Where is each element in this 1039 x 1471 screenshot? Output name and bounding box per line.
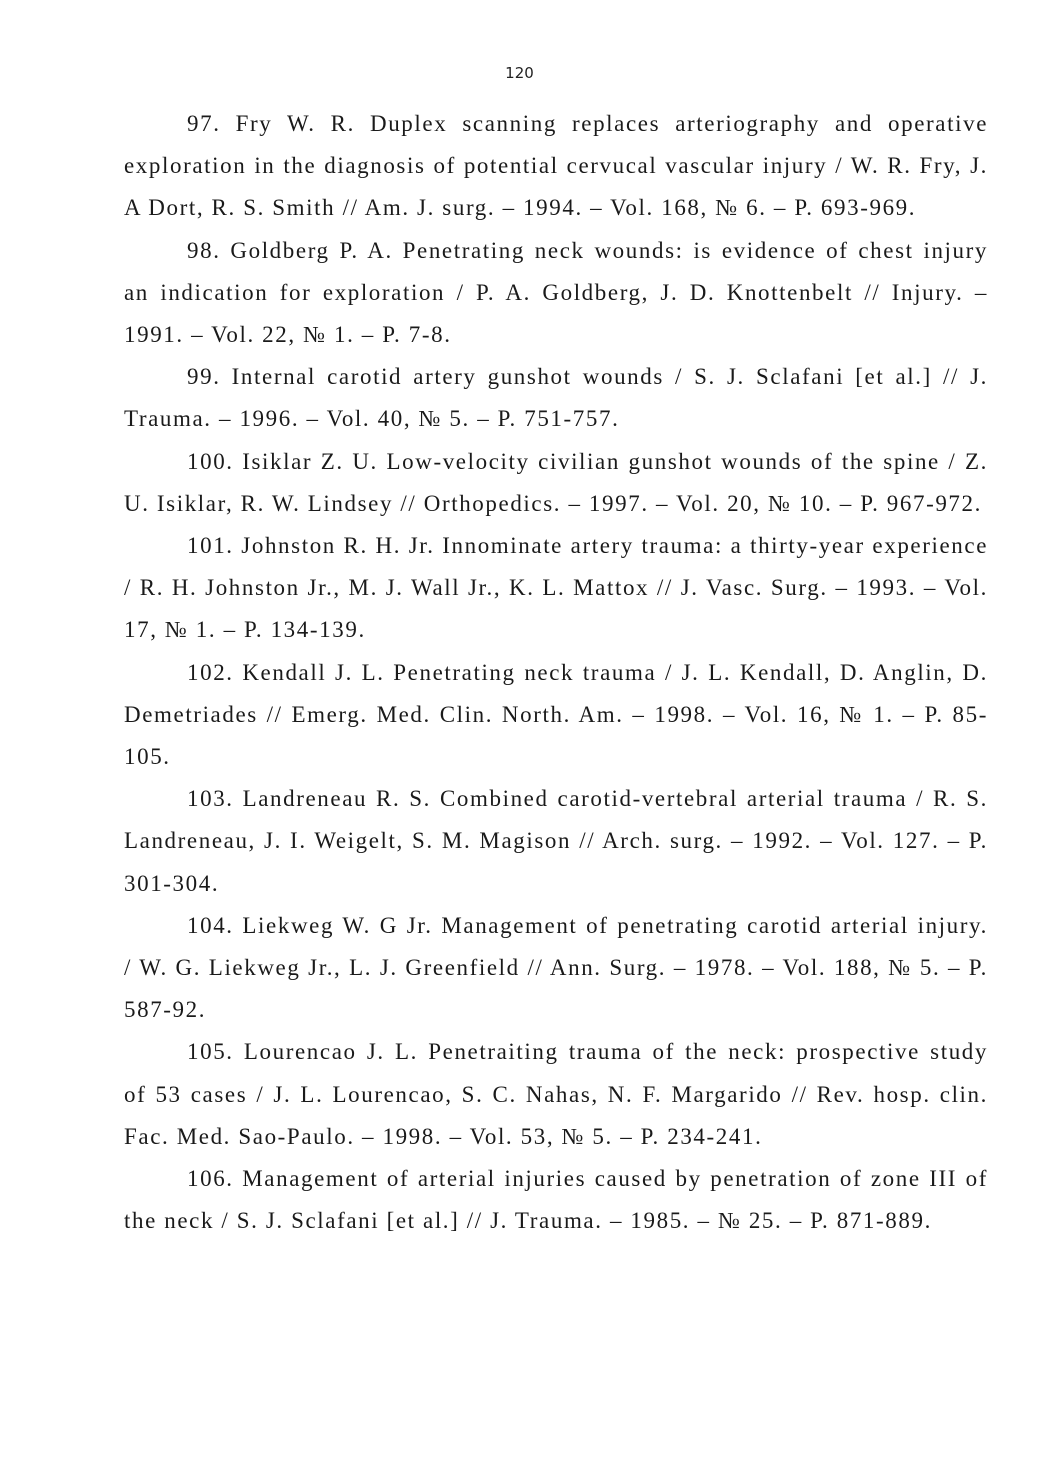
reference-item: 104. Liekweg W. G Jr. Management of penetrating carotid arterial injury. / W. G. Liekweg Jr., L. J. Greenfield // Ann. Surg. – 1978. – Vol. 188, № 5. – P. 587-92. bbox=[124, 912, 988, 1023]
reference-list bbox=[124, 103, 988, 1242]
reference-item: 100. Isiklar Z. U. Low-velocity civilian gunshot wounds of the spine / Z. U. Isiklar, R. W. Lindsey // Orthopedics. – 1997. – Vol. 20, № 10. – P. 967-972. bbox=[124, 448, 988, 516]
reference-item: 101. Johnston R. H. Jr. Innominate artery trauma: a thirty-year experience / R. H. Johnston Jr., M. J. Wall Jr., K. L. Mattox // J. Vasc. Surg. – 1993. – Vol. 17, № 1. – P. 134-139. bbox=[124, 533, 988, 643]
reference-item: 106. Management of arterial injuries caused by penetration of zone III of the neck / S. J. Sclafani [et al.] // J. Trauma. – 1985. – № 25. – P. 871-889. bbox=[124, 1166, 988, 1234]
reference-item: 98. Goldberg P. A. Penetrating neck wounds: is evidence of chest injury an indication for exploration / P. A. Goldberg, J. D. Knottenbelt // Injury. – 1991. – Vol. 22, № 1. – P. 7-8. bbox=[124, 237, 988, 348]
reference-item: 103. Landreneau R. S. Combined carotid-vertebral arterial trauma / R. S. Landreneau, J. I. Weigelt, S. M. Magison // Arch. surg. – 1992. – Vol. 127. – P. 301-304. bbox=[124, 786, 988, 896]
reference-item: 102. Kendall J. L. Penetrating neck trauma / J. L. Kendall, D. Anglin, D. Demetriades // Emerg. Med. Clin. North. Am. – 1998. – Vol. 16, № 1. – P. 85-105. bbox=[124, 659, 988, 770]
reference-item: 105. Lourencao J. L. Penetraiting trauma of the neck: prospective study of 53 cases / J. L. Lourencao, S. C. Nahas, N. F. Margarido // Rev. hosp. clin. Fac. Med. Sao-Paulo. – 1998. – Vol. 53, № 5. – P. 234-241. bbox=[124, 1039, 988, 1149]
reference-item: 97. Fry W. R. Duplex scanning replaces arteriography and operative exploration in the diagnosis of potential cervucal vascular injury / W. R. Fry, J. A Dort, R. S. Smith // Am. J. surg. – 1994. – Vol. 168, № 6. – P. 693-969. bbox=[124, 111, 988, 221]
page-number: 120 bbox=[505, 64, 534, 82]
reference-item: 99. Internal carotid artery gunshot wounds / S. J. Sclafani [et al.] // J. Trauma. – 1996. – Vol. 40, № 5. – P. 751-757. bbox=[124, 364, 988, 432]
